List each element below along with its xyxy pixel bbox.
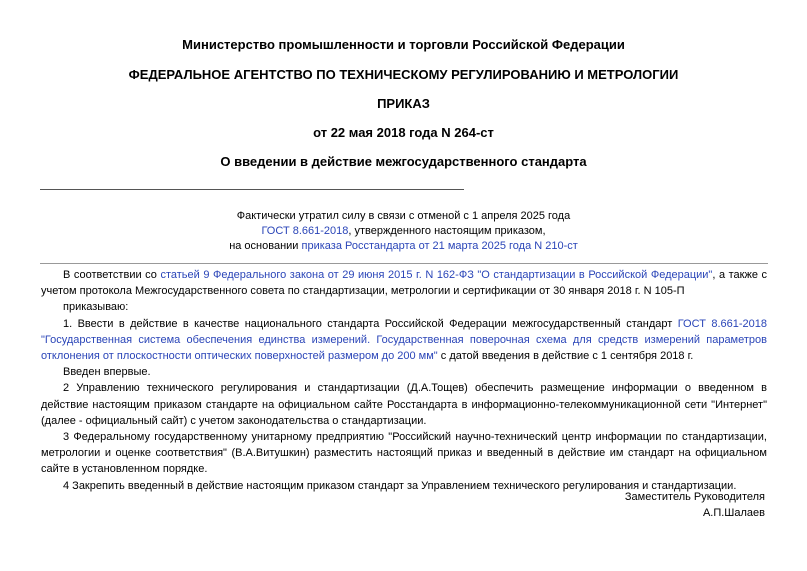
paragraph-item-2: 2 Управлению технического регулирования и стандартизации (Д.А.Тощев) обеспечить размещение информации о введенном в действие настоящим приказом стандарте на официальном сайте Росстандарта в информационно-телекоммуникационной сети "Интернет" (далее - официальный сайт) с учетом законодательства о стандартизации. [41, 382, 767, 427]
agency-title: ФЕДЕРАЛЬНОЕ АГЕНТСТВО ПО ТЕХНИЧЕСКОМУ РЕГУЛИРОВАНИЮ И МЕТРОЛОГИИ [128, 67, 679, 82]
divider-bottom [40, 263, 768, 264]
paragraph-item-4: 4 Закрепить введенный в действие настоящим приказом стандарт за Управлением технического регулирования и стандартизации. [63, 479, 737, 492]
paragraph-item-1 [41, 316, 767, 365]
paragraph-item-3: 3 Федеральному государственному унитарному предприятию "Российский научно-технический центр информации по стандартизации, метрологии и оценке соответствия" (В.А.Витушкин) разместить настоящий приказ и введенный в действие им стандарт на официальном сайте в установленном порядке. [41, 431, 767, 476]
preamble-prefix: В соответствии со [63, 269, 161, 281]
preamble-rest: , а также с учетом протокола Межгосударственного совета по стандартизации, метрологии и сертификации от 30 января 2018 г. N 105-П [41, 269, 768, 298]
paragraph-first-introduced: Введен впервые. [63, 366, 151, 379]
status-note-line2 [0, 224, 807, 239]
paragraph-preamble [41, 267, 767, 299]
status-note-line2-text: , утвержденного настоящим приказом, [348, 225, 546, 237]
item-1-prefix: 1. Ввести в действие в качестве национального стандарта Российской Федерации межгосударственный стандарт [63, 317, 678, 330]
status-note [0, 209, 807, 254]
divider-top [40, 189, 464, 190]
status-note-line3-prefix: на основании [229, 240, 302, 252]
signatory-name: А.П.Шалаев [702, 507, 765, 519]
standard-link[interactable]: ГОСТ 8.661-2018 "Государственная система обеспечения единства измерений. Государственная поверочная схема для средств измерений параметров отклонения от плоскостности оптических поверхностей размером до 200 мм" [41, 317, 767, 363]
signature-block [625, 489, 765, 521]
gost-link[interactable]: ГОСТ 8.661-2018 [261, 225, 349, 237]
signatory-position: Заместитель Руководителя [624, 491, 765, 503]
item-1-rest: с датой введения в действие с 1 сентября 2018 г. [437, 350, 694, 363]
law-link[interactable]: статьей 9 Федерального закона от 29 июня 2015 г. N 162-ФЗ "О стандартизации в Российской Федерации" [160, 269, 713, 281]
order-date: от 22 мая 2018 года N 264-ст [313, 125, 494, 140]
order-link[interactable]: приказа Росстандарта от 21 марта 2025 года N 210-ст [301, 240, 578, 252]
status-note-line1: Фактически утратил силу в связи с отменой с 1 апреля 2025 года [236, 210, 571, 222]
paragraph-order-word: приказываю: [63, 301, 129, 314]
order-body [41, 267, 767, 494]
ministry-title: Министерство промышленности и торговли Российской Федерации [182, 37, 625, 52]
status-note-line3 [0, 239, 807, 254]
order-subject: О введении в действие межгосударственного стандарта [220, 154, 587, 169]
order-title: ПРИКАЗ [377, 96, 430, 111]
